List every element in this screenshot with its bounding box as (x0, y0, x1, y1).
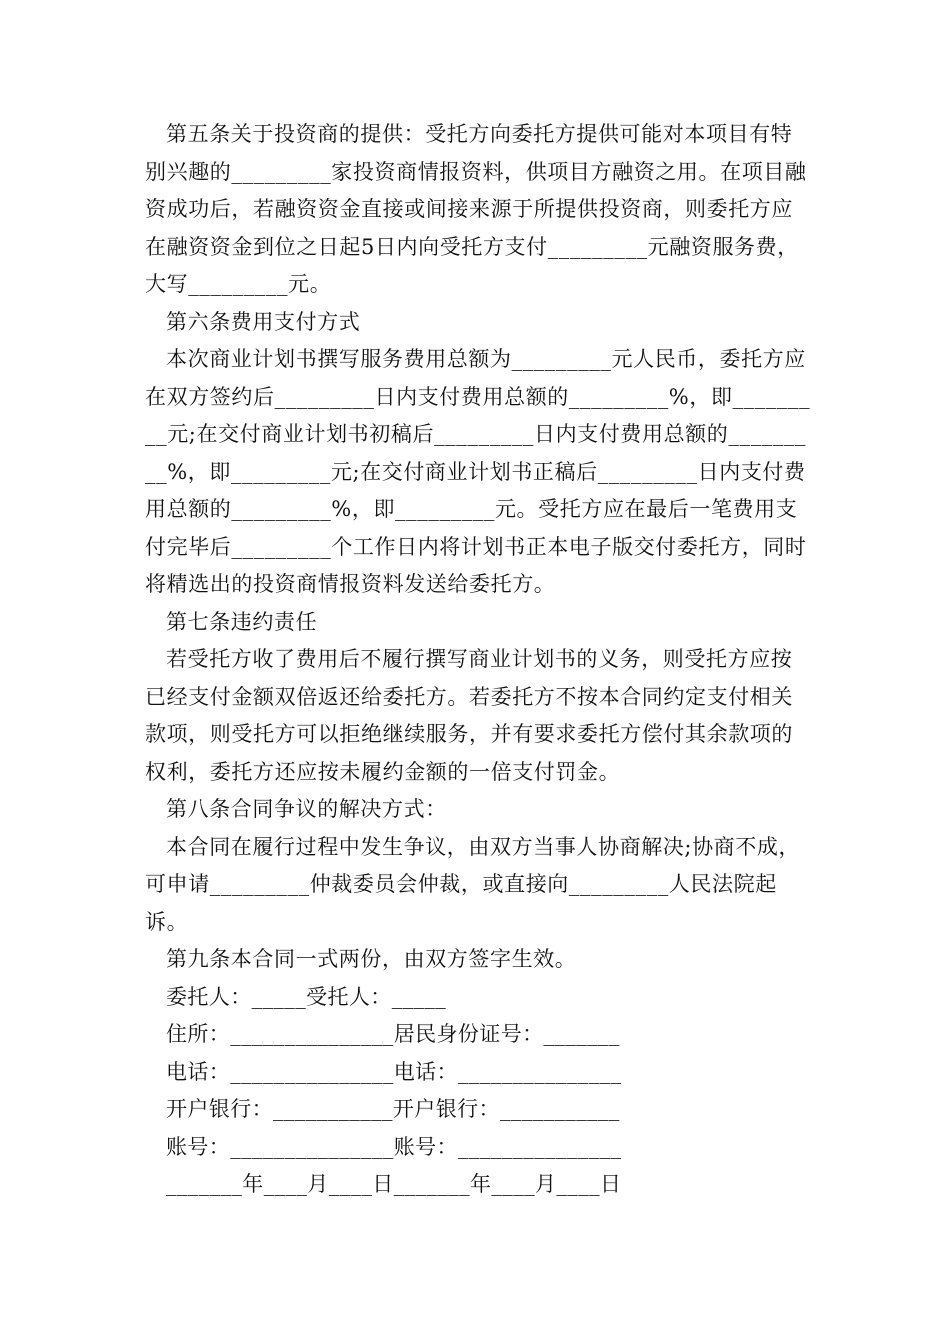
article-7-paragraph: 若受托方收了费用后不履行撰写商业计划书的义务，则受托方应按已经支付金额双倍返还给委托方。若委托方不按本合同约定支付相关款项，则受托方可以拒绝继续服务，并有要求委托方偿付其余款项的权利，委托方还应按未履约金额的一倍支付罚金。 (145, 647, 793, 784)
signature-address-line: 住所：_______________居民身份证号：_______ (166, 1022, 620, 1046)
signature-date-line: _______年____月____日_______年____月____日 (166, 1172, 622, 1196)
article-5-paragraph: 第五条关于投资商的提供：受托方向委托方提供可能对本项目有特别兴趣的_________家投资商情报资料，供项目方融资之用。在项目融资成功后，若融资资金直接或间接来源于所提供投资商，则委托方应在融资资金到位之日起5日内向受托方支付_________元融资服务费，大写_________元。 (145, 122, 807, 296)
article-8-title: 第八条合同争议的解决方式： (166, 797, 447, 821)
contract-body (145, 116, 813, 1204)
signature-account-line: 账号：_______________账号：_______________ (166, 1134, 622, 1159)
article-9-line: 第九条本合同一式两份，由双方签字生效。 (166, 947, 577, 971)
article-7-title: 第七条违约责任 (166, 609, 318, 634)
signature-phone-line: 电话：_______________电话：_______________ (166, 1059, 622, 1084)
article-6-title: 第六条费用支付方式 (166, 309, 361, 334)
signature-parties-line: 委托人：_____受托人：_____ (166, 984, 447, 1009)
article-6-paragraph: 本次商业计划书撰写服务费用总额为_________元人民币，委托方应在双方签约后_________日内支付费用总额的_________%，即_________元;在交付商业计划书初稿后_________日内支付费用总额的_________%，即_________元;在交付商业计划书正稿后_________日内支付费用总额的_________%，即_________元。受托方应在最后一笔费用支付完毕后_________个工作日内将计划书正本电子版交付委托方，同时将精选出的投资商情报资料发送给委托方。 (145, 347, 811, 596)
article-8-paragraph: 本合同在履行过程中发生争议，由双方当事人协商解决;协商不成，可申请_________仲裁委员会仲裁，或直接向_________人民法院起诉。 (145, 834, 801, 934)
signature-bank-line: 开户银行：___________开户银行：___________ (166, 1097, 620, 1121)
